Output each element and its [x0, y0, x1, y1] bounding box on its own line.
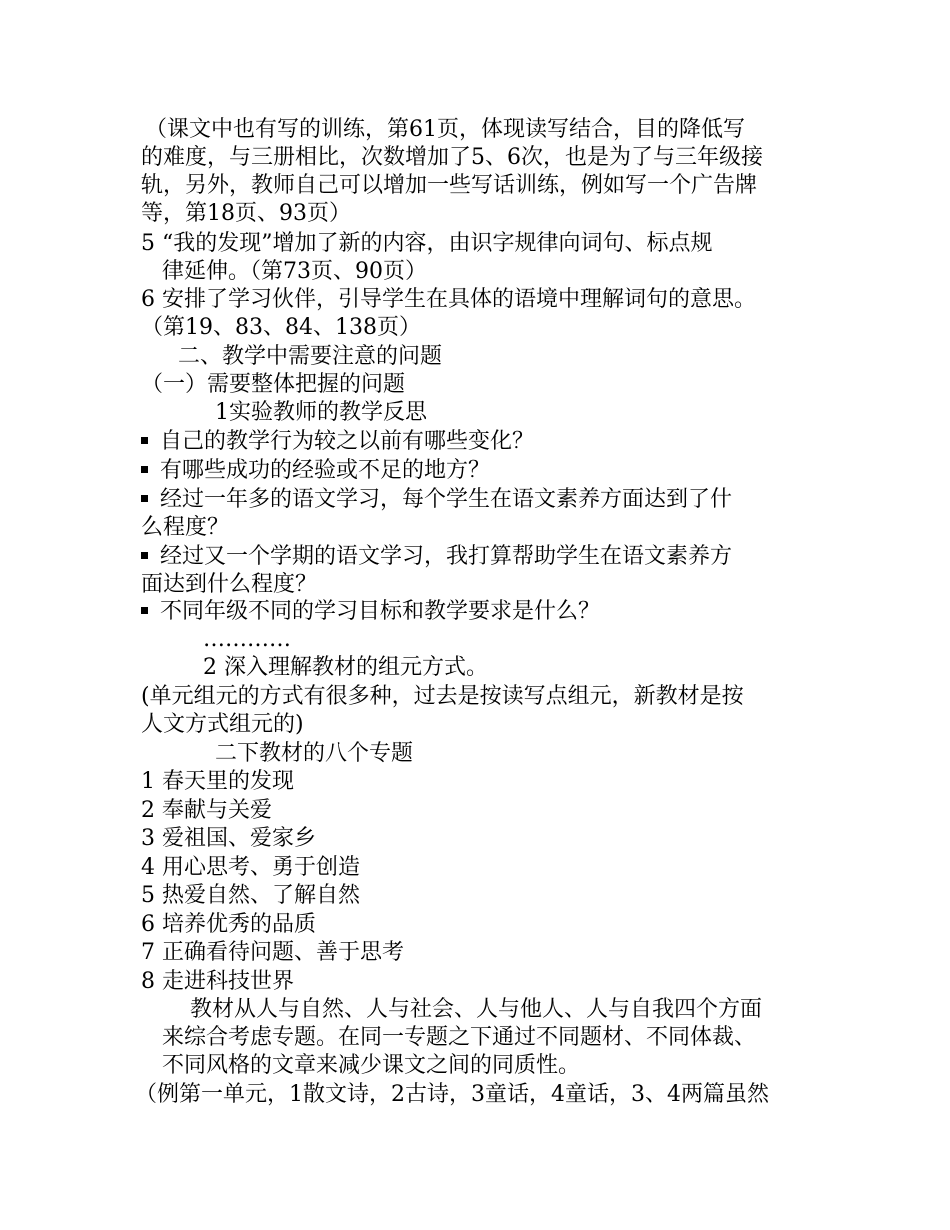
ellipsis: ………… — [203, 627, 291, 652]
text-line: 教材从人与自然、人与社会、人与他人、人与自我四个方面 — [190, 997, 763, 1022]
topic-item: 7 正确看待问题、善于思考 — [141, 940, 404, 965]
text-line: 的难度，与三册相比，次数增加了5、6次，也是为了与三年级接 — [141, 145, 763, 170]
text-line: 6 安排了学习伙伴，引导学生在具体的语境中理解词句的意思。 — [141, 287, 756, 312]
topic-item: 1 春天里的发现 — [141, 769, 294, 794]
bullet-text: 经过一年多的语文学习，每个学生在语文素养方面达到了什 — [160, 487, 733, 512]
bullet-item-continuation — [141, 571, 317, 599]
bullet-square-icon — [141, 495, 148, 502]
bullet-text: 不同年级不同的学习目标和教学要求是什么？ — [160, 599, 601, 624]
text-line: 5 “我的发现”增加了新的内容，由识字规律向词句、标点规 — [141, 231, 713, 256]
text-line: （一）需要整体把握的问题 — [141, 372, 406, 397]
bullet-item — [141, 598, 600, 626]
text-line: 等，第18页、93页） — [141, 201, 351, 226]
bullet-item-continuation — [141, 514, 229, 542]
bullet-item — [141, 428, 534, 456]
bullet-square-icon — [141, 437, 148, 444]
bullet-item — [141, 457, 490, 485]
text-line: 律延伸。（第73页、90页） — [162, 259, 427, 284]
text-line: (单元组元的方式有很多种，过去是按读写点组元，新教材是按 — [141, 684, 744, 709]
text-line: （课文中也有写的训练，第61页，体现读写结合，目的降低写 — [145, 117, 745, 142]
bullet-text: 有哪些成功的经验或不足的地方？ — [160, 458, 491, 483]
text-line: 人文方式组元的) — [141, 712, 304, 737]
topic-item: 6 培养优秀的品质 — [141, 911, 316, 937]
topic-item: 8 走进科技世界 — [141, 968, 294, 994]
text-line: 二、教学中需要注意的问题 — [178, 344, 443, 369]
bullet-square-icon — [141, 466, 148, 473]
text-line: 2 深入理解教材的组元方式。 — [203, 655, 488, 680]
bullet-square-icon — [141, 552, 148, 559]
text-line: 1实验教师的教学反思 — [215, 400, 427, 425]
topic-item: 2 奉献与关爱 — [141, 797, 272, 823]
text-line: 来综合考虑专题。在同一专题之下通过不同题材、不同体裁、 — [162, 1025, 757, 1050]
topic-item: 4 用心思考、勇于创造 — [141, 854, 360, 880]
text-line: （第19、83、84、138页） — [141, 315, 421, 340]
text-line: （例第一单元，1散文诗，2古诗，3童话，4童话，3、4两篇虽然 — [135, 1082, 769, 1107]
bullet-text: 经过又一个学期的语文学习，我打算帮助学生在语文素养方 — [160, 544, 733, 569]
bullet-item — [141, 486, 732, 514]
topic-item: 3 爱祖国、爱家乡 — [141, 826, 316, 851]
bullet-item — [141, 543, 732, 571]
text-line: 不同风格的文章来减少课文之间的同质性。 — [162, 1053, 581, 1078]
bullet-text: 自己的教学行为较之以前有哪些变化？ — [160, 429, 535, 454]
bullet-text: 么程度？ — [141, 515, 230, 540]
bullet-square-icon — [141, 607, 148, 614]
text-line: 二下教材的八个专题 — [215, 741, 414, 766]
topic-item: 5 热爱自然、了解自然 — [141, 883, 360, 908]
bullet-text: 面达到什么程度？ — [141, 572, 318, 597]
text-line: 轨，另外，教师自己可以增加一些写话训练，例如写一个广告牌 — [141, 173, 758, 198]
